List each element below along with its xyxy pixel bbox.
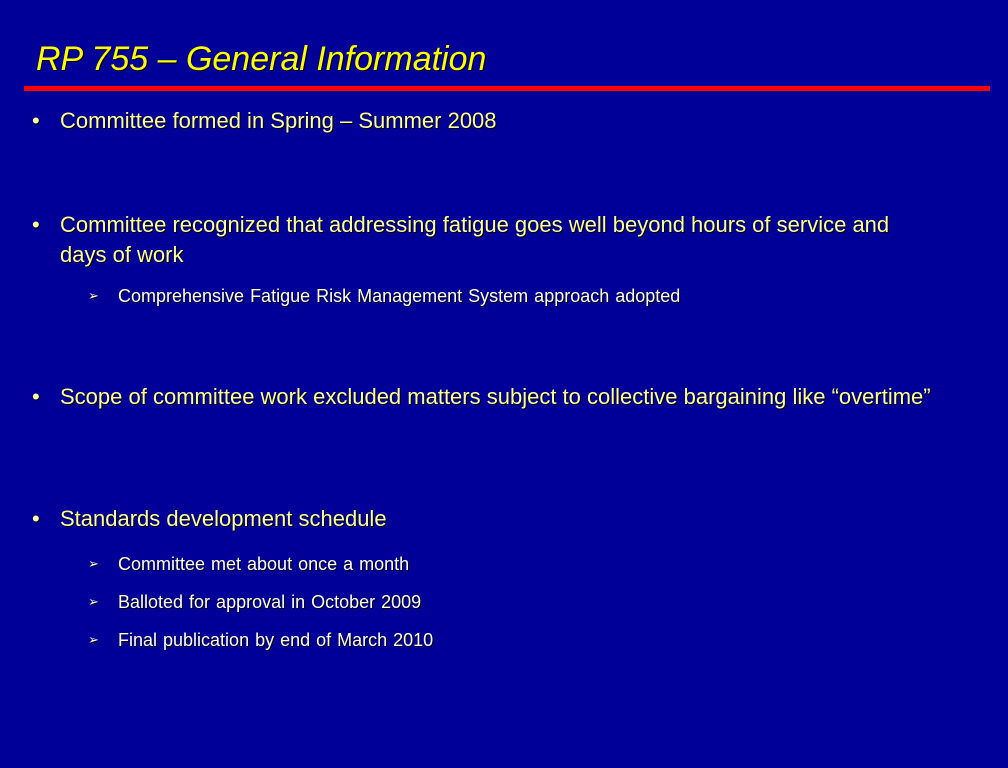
sub-bullet-text: Final publication by end of March 2010 — [118, 630, 434, 650]
bullet-dot-icon: • — [32, 212, 40, 237]
sub-bullet-item — [88, 284, 968, 308]
sub-bullet-item — [88, 628, 968, 652]
sub-bullet-text: Committee met about once a month — [118, 554, 410, 574]
title-underline-rule — [24, 86, 990, 91]
arrow-bullet-icon: ➢ — [88, 288, 99, 303]
sub-bullet-text: Comprehensive Fatigue Risk Management System approach adopted — [118, 286, 681, 306]
bullet-item — [32, 210, 932, 270]
slide-title: RP 755 – General Information — [36, 40, 487, 78]
bullet-text: Committee recognized that addressing fatigue goes well beyond hours of service and days of work — [60, 212, 890, 267]
bullet-dot-icon: • — [32, 108, 40, 133]
bullet-item — [32, 106, 932, 136]
bullet-dot-icon: • — [32, 506, 40, 531]
bullet-item — [32, 504, 932, 534]
bullet-dot-icon: • — [32, 384, 40, 409]
arrow-bullet-icon: ➢ — [88, 594, 99, 609]
sub-bullet-item — [88, 590, 968, 614]
sub-bullet-text: Balloted for approval in October 2009 — [118, 592, 422, 612]
arrow-bullet-icon: ➢ — [88, 632, 99, 647]
bullet-text: Standards development schedule — [60, 506, 387, 531]
bullet-text: Scope of committee work excluded matters subject to collective bargaining like “overtime” — [60, 384, 931, 409]
bullet-item — [32, 382, 932, 412]
arrow-bullet-icon: ➢ — [88, 556, 99, 571]
bullet-text: Committee formed in Spring – Summer 2008 — [60, 108, 497, 133]
sub-bullet-item — [88, 552, 968, 576]
